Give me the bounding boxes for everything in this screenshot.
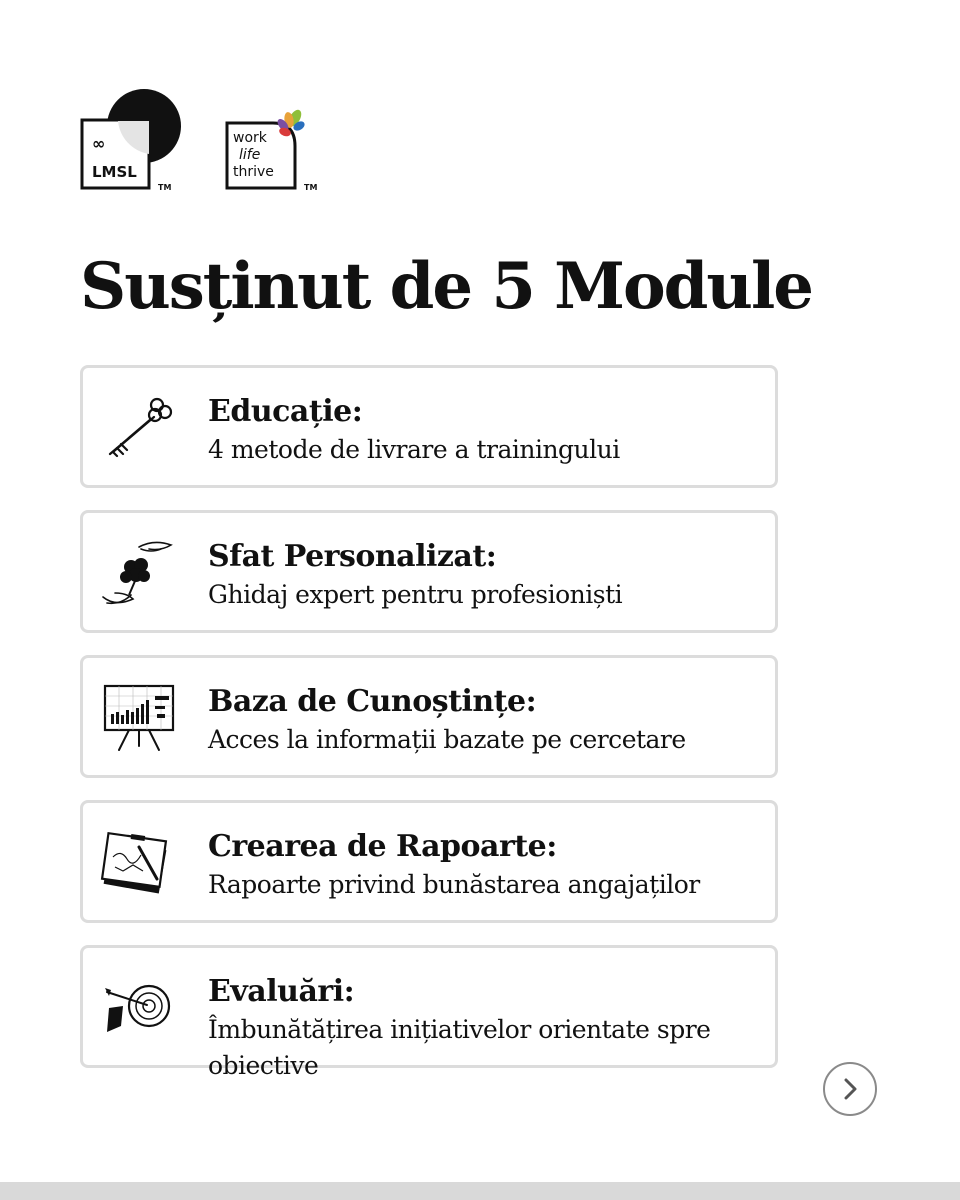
lmsl-logo [80,88,185,193]
hands-flower-icon [99,537,179,607]
module-title: Educație: [208,394,363,429]
module-card-advice [80,510,778,633]
wlt-work-text: work [233,130,267,146]
module-description: Îmbunătățirea inițiativelor orientate spre obiective [208,1015,711,1080]
chevron-right-icon [839,1078,861,1100]
module-card-knowledge-base [80,655,778,778]
lmsl-wordmark: LMSL [92,163,137,181]
wlt-trademark: TM [304,183,318,192]
lmsl-infinity-symbol: ∞ [92,134,106,153]
key-icon [99,392,179,462]
wlt-life-text: life [239,147,261,163]
module-description: Rapoarte privind bunăstarea angajaților [208,870,700,899]
module-title: Evaluări: [208,974,355,1009]
module-card-education [80,365,778,488]
module-description: Ghidaj expert pentru profesioniști [208,580,623,609]
wlt-thrive-text: thrive [233,164,274,180]
bottom-bar [0,1182,960,1200]
module-description: 4 metode de livrare a trainingului [208,435,620,464]
clipboard-report-icon [99,827,179,897]
lmsl-trademark: TM [158,183,172,192]
next-slide-button[interactable] [823,1062,877,1116]
module-title: Crearea de Rapoarte: [208,829,557,864]
module-title: Sfat Personalizat: [208,539,497,574]
module-card-reports [80,800,778,923]
module-description: Acces la informații bazate pe cercetare [208,725,686,754]
dart-target-icon [99,972,179,1042]
module-title: Baza de Cunoștințe: [208,684,537,719]
module-card-evaluations [80,945,778,1080]
work-life-thrive-logo [225,108,320,193]
presentation-board-icon [99,682,179,752]
page-title: Susținut de 5 Module [80,249,812,324]
